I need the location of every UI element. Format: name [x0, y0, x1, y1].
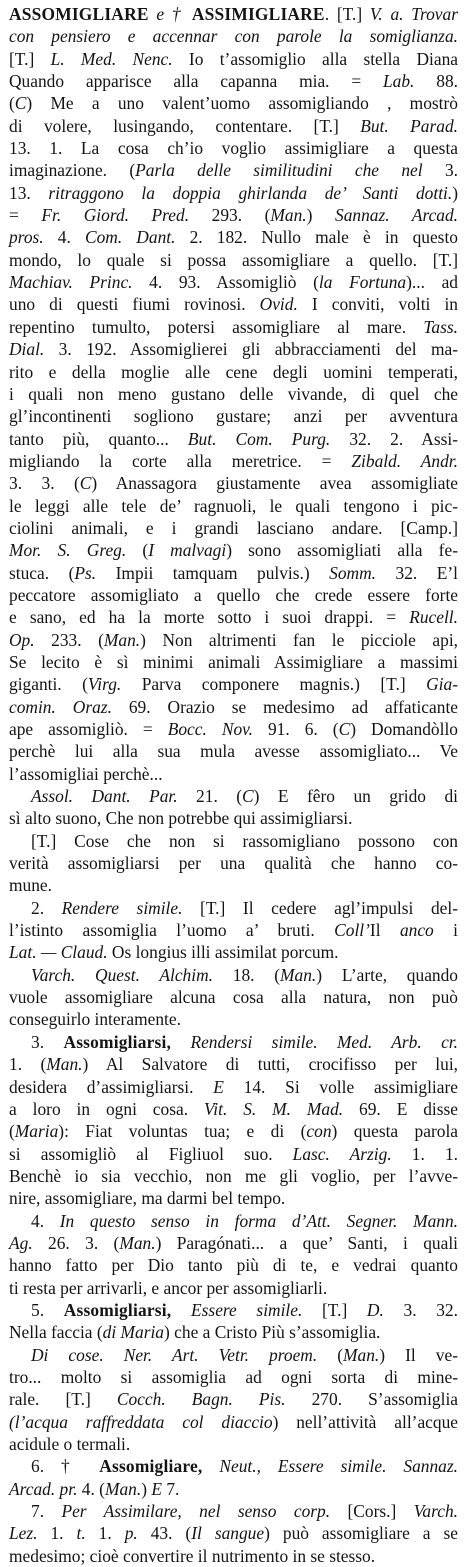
- text-line: [9, 1522, 458, 1544]
- italic-segment: Lab.: [383, 71, 415, 92]
- italic-segment: I malvagi: [148, 540, 227, 561]
- text-line: [9, 1076, 458, 1098]
- text-line: [9, 450, 458, 472]
- headword: ASSIMIGLIARE: [191, 4, 325, 24]
- text-line: [9, 1277, 458, 1299]
- text-line: [9, 830, 458, 852]
- text-line: [9, 964, 458, 986]
- text-segment: ) Me a uno valent’uomo assomigliando , mostrò: [26, 93, 458, 114]
- text-segment: i: [433, 920, 458, 941]
- text-segment: ): [452, 182, 459, 203]
- text-segment: 69. E disse: [343, 1098, 459, 1119]
- italic-segment: Zibald. Andr.: [351, 450, 458, 471]
- text-segment: Se lecito è sì minimi animali Assimigliare a massimi: [9, 651, 458, 672]
- text-segment: 4.: [31, 1210, 60, 1231]
- text-line: [9, 1433, 458, 1455]
- text-segment: repentino tumulto, potersi assomigliare al mare.: [9, 316, 424, 337]
- italic-segment: Maria: [14, 1121, 59, 1142]
- text-line: [9, 986, 458, 1008]
- text-line: [9, 763, 458, 785]
- italic-segment: Dial.: [9, 339, 45, 360]
- text-line: [9, 1545, 458, 1567]
- text-segment: =: [9, 205, 42, 226]
- text-segment: . [T.]: [324, 4, 370, 24]
- text-segment: Nella faccia (: [9, 1322, 103, 1343]
- headword: Assomigliarsi,: [63, 1031, 172, 1052]
- text-segment: gl’incontinenti sogliono gustare; anzi per avventura: [9, 406, 458, 427]
- text-segment: e sano, ed ha la morte sotto i suoi drappi. =: [9, 607, 410, 628]
- text-line: [9, 629, 458, 651]
- italic-segment: Somm.: [329, 562, 377, 583]
- text-line: [9, 1411, 458, 1433]
- text-line: [9, 1321, 458, 1343]
- text-segment: ) nell’attività all’acque: [272, 1411, 458, 1432]
- italic-segment: Ps.: [74, 562, 97, 583]
- text-segment: [171, 1300, 191, 1320]
- text-segment: medesimo; cioè convertire il nutrimento in se stesso.: [9, 1545, 376, 1566]
- text-segment: ti resta per arrivarli, e ancor per assomigliarli.: [9, 1277, 328, 1298]
- text-segment: Benchè io sia vecchio, non me gli voglio, per l’avve-: [9, 1165, 458, 1186]
- italic-segment: Lasc. Arzig.: [292, 1143, 392, 1164]
- text-segment: 32. E’l: [376, 562, 458, 583]
- text-segment: Il: [369, 920, 400, 941]
- text-segment: 2. 182. Nullo male è in questo: [175, 227, 458, 248]
- text-segment: vuole assomigliare alcuna cosa alla natura, non può: [9, 987, 458, 1008]
- italic-segment: p.: [124, 1523, 138, 1544]
- text-segment: 3. 32.: [383, 1299, 458, 1320]
- text-line: [9, 1388, 458, 1410]
- italic-segment: Man.: [103, 629, 141, 650]
- text-line: [9, 673, 458, 695]
- text-line: [9, 919, 458, 941]
- text-line: [9, 718, 458, 740]
- text-segment: ) Paragónati... a que’ Santi, i quali: [155, 1232, 458, 1253]
- italic-segment: con pensiero e accennar con parole la somiglianza.: [9, 26, 458, 47]
- italic-segment: Varch. Quest. Alchim.: [31, 964, 213, 985]
- text-segment: Impii tamquam pulvis.): [96, 562, 330, 583]
- text-segment: 13. 1. La cosa ch’io voglio assimigliare a questa: [9, 138, 458, 159]
- text-segment: 91. 6. (: [252, 719, 339, 739]
- italic-segment: In questo senso in forma d’Att. Segner. Mann.: [59, 1210, 459, 1231]
- text-line: [9, 1008, 458, 1030]
- text-segment: conseguirlo interamente.: [9, 1009, 181, 1030]
- text-segment: Parva componere magnis.) [T.]: [121, 674, 427, 695]
- italic-segment: E: [151, 1478, 162, 1499]
- text-line: [9, 249, 458, 271]
- text-segment: mune.: [9, 875, 52, 896]
- text-segment: [T.]: [302, 1299, 367, 1320]
- text-segment: ) Al Salvatore di tutti, crocifisso per lui,: [82, 1054, 459, 1075]
- text-line: [9, 1098, 458, 1120]
- italic-segment: pros.: [9, 227, 44, 248]
- text-segment: (: [126, 540, 149, 561]
- italic-segment: Man.: [270, 205, 307, 226]
- text-segment: 1. 1.: [391, 1143, 458, 1164]
- text-line: [9, 159, 458, 181]
- text-line: [9, 361, 458, 383]
- text-segment: ): [141, 1478, 152, 1499]
- italic-segment: la Fortuna: [318, 272, 407, 293]
- text-segment: ) questa parola: [331, 1121, 458, 1142]
- text-segment: ) può assomigliare a se: [264, 1523, 458, 1544]
- text-segment: hanno fatto per Dio tanto più di te, e vedrai quanto: [9, 1255, 458, 1276]
- text-segment: 4. (: [77, 1478, 105, 1499]
- text-segment: [T.]: [9, 48, 51, 69]
- text-segment: 7.: [31, 1501, 62, 1522]
- text-line: [9, 539, 458, 561]
- text-line: [9, 807, 458, 829]
- text-segment: Quando apparisce alla capanna mia. =: [9, 71, 383, 92]
- text-segment: 1.: [37, 1523, 77, 1544]
- italic-segment: But. Parad.: [360, 115, 458, 136]
- italic-segment: Man.: [280, 964, 317, 985]
- italic-segment: Per Assimilare, nel senso corp.: [61, 1501, 331, 1522]
- text-line: [9, 70, 458, 92]
- text-segment: (: [9, 1121, 15, 1142]
- text-segment: ) Anassagora giustamente avea assomigliate: [91, 473, 459, 494]
- italic-segment: t.: [76, 1523, 86, 1544]
- text-segment: tro... molto si assomiglia ad ogni sorta di mine-: [9, 1366, 458, 1387]
- text-line: [9, 3, 458, 25]
- text-line: [9, 1299, 458, 1321]
- text-segment: imaginazione. (: [9, 160, 136, 181]
- italic-segment: Essere simile.: [191, 1299, 303, 1320]
- text-segment: sì alto suono, Che non potrebbe qui assimigliarsi.: [9, 808, 353, 829]
- italic-segment: Gia-: [426, 674, 458, 695]
- text-segment: 3. 3. (: [9, 473, 80, 494]
- italic-segment: Di cose. Ner. Art. Vetr. proem.: [31, 1344, 318, 1365]
- text-segment: [Cors.]: [330, 1501, 414, 1522]
- italic-segment: Arcad. pr.: [9, 1478, 78, 1499]
- text-segment: 7.: [161, 1478, 180, 1499]
- text-line: [9, 293, 458, 315]
- text-segment: [T.] Il cedere agl’impulsi del-: [182, 897, 458, 918]
- italic-segment: V. a. Trovar: [369, 4, 458, 24]
- text-segment: (: [317, 1344, 344, 1365]
- italic-segment: Tass.: [423, 316, 458, 337]
- italic-segment: C: [338, 719, 351, 739]
- text-line: [9, 1478, 458, 1500]
- italic-segment: Ag.: [9, 1232, 33, 1253]
- text-line: [9, 584, 458, 606]
- italic-segment: Neut., Essere simile. Sannaz.: [219, 1456, 458, 1477]
- text-segment: rale. [T.]: [9, 1389, 117, 1410]
- text-segment: a loro in ogni cosa.: [9, 1098, 204, 1119]
- text-segment: migliando la corte alla meretrice. =: [9, 450, 352, 471]
- text-segment: ) sono assomigliati alla fe-: [226, 540, 458, 561]
- text-segment: ) che a Cristo Più s’assomiglia.: [164, 1322, 381, 1343]
- text-segment: I conviti, volti in: [297, 294, 459, 315]
- text-segment: 69. Orazio se medesimo ad affaticante: [111, 696, 458, 717]
- text-segment: (: [9, 93, 15, 114]
- text-line: [9, 1232, 458, 1254]
- italic-segment: Man.: [343, 1344, 380, 1365]
- text-segment: ) L’arte, quando: [316, 964, 458, 985]
- italic-segment: Bocc. Nov.: [167, 719, 253, 739]
- text-segment: 6. †: [31, 1456, 100, 1477]
- text-segment: Os longius illi assimilat porcum.: [107, 942, 339, 963]
- italic-segment: comin. Oraz.: [9, 696, 112, 717]
- italic-segment: l’acqua raffreddata col diaccio: [14, 1411, 273, 1432]
- italic-segment: Op.: [9, 629, 35, 650]
- text-segment: 26. 3. (: [32, 1232, 120, 1253]
- italic-segment: ritraggono la doppia ghirlanda de’ Santi dotti.: [48, 182, 453, 203]
- text-segment: 5.: [31, 1299, 64, 1320]
- text-line: [9, 1344, 458, 1366]
- text-segment: ) Il ve-: [379, 1344, 458, 1365]
- text-segment: giganti. (: [9, 674, 88, 695]
- italic-segment: C: [14, 93, 27, 114]
- text-line: [9, 204, 458, 226]
- italic-segment: Lat. — Claud.: [9, 942, 108, 963]
- italic-segment: di Maria: [102, 1322, 165, 1343]
- italic-segment: Virg.: [87, 674, 122, 695]
- text-line: [9, 137, 458, 159]
- text-line: [9, 92, 458, 114]
- text-line: [9, 271, 458, 293]
- text-segment: stuca. (: [9, 562, 75, 583]
- text-segment: 1.: [85, 1523, 125, 1544]
- text-segment: tanto più, quanto...: [9, 428, 188, 449]
- italic-segment: Rendersi simile. Med. Arb. cr.: [190, 1031, 458, 1052]
- text-segment: )... ad: [406, 272, 458, 293]
- italic-segment: Com. Dant.: [84, 227, 176, 248]
- text-segment: 4.: [43, 227, 85, 248]
- text-line: [9, 383, 458, 405]
- italic-segment: Assol. Dant. Par.: [31, 786, 178, 807]
- italic-segment: D.: [366, 1299, 384, 1320]
- text-line: [9, 1366, 458, 1388]
- text-line: [9, 740, 458, 762]
- text-line: [9, 897, 458, 919]
- text-line: [9, 874, 458, 896]
- text-line: [9, 182, 458, 204]
- text-segment: perchè lui alla sua mula avesse assomigliato... Ve: [9, 741, 458, 762]
- italic-segment: anco: [399, 920, 434, 941]
- text-line: [9, 696, 458, 718]
- text-segment: 270. S’assomiglia: [285, 1389, 458, 1410]
- italic-segment: Machiav. Princ.: [9, 272, 133, 293]
- text-segment: 293. (: [189, 205, 271, 226]
- italic-segment: e †: [148, 4, 192, 24]
- italic-segment: Coll’: [334, 920, 370, 941]
- text-line: [9, 25, 458, 47]
- italic-segment: But. Com. Purg.: [187, 428, 331, 449]
- text-segment: 1. (: [9, 1054, 47, 1075]
- text-segment: mondo, lo quale si possa assomigliare a quello. [T.]: [9, 249, 458, 270]
- text-line: [9, 1455, 458, 1477]
- text-line: [9, 852, 458, 874]
- italic-segment: E: [213, 1076, 224, 1097]
- text-segment: si assomigliò al Figliuol suo.: [9, 1143, 293, 1164]
- text-segment: 21. (: [177, 786, 243, 807]
- text-segment: 4. 93. Assomigliò (: [132, 272, 319, 293]
- text-line: [9, 48, 458, 70]
- text-line: [9, 338, 458, 360]
- text-line: [9, 226, 458, 248]
- italic-segment: Varch.: [413, 1501, 458, 1522]
- text-segment: 88.: [414, 71, 458, 92]
- text-segment: l’assomigliai perchè...: [9, 763, 163, 784]
- text-line: [9, 1031, 458, 1053]
- text-segment: [202, 1456, 219, 1476]
- text-line: [9, 115, 458, 137]
- italic-segment: Cocch. Bagn. Pis.: [116, 1389, 286, 1410]
- italic-segment: C: [79, 473, 92, 494]
- text-segment: le leggi alle tele de’ ragnuoli, le quali tengono i pic-: [9, 495, 458, 516]
- text-segment: 233. (: [34, 629, 104, 650]
- text-line: [9, 1143, 458, 1165]
- text-segment: ape assomigliò. =: [9, 719, 168, 739]
- text-line: [9, 495, 458, 517]
- italic-segment: C: [242, 786, 254, 807]
- text-segment: 32. 2. Assi-: [330, 428, 458, 449]
- text-segment: ) E fêro un grido di: [253, 786, 458, 807]
- text-segment: 43. (: [137, 1523, 192, 1544]
- text-segment: ): [306, 205, 335, 226]
- text-line: [9, 517, 458, 539]
- text-segment: 3.: [422, 160, 459, 181]
- text-line: [9, 606, 458, 628]
- italic-segment: (: [9, 1411, 15, 1432]
- text-segment: 18. (: [213, 964, 281, 985]
- text-line: [9, 562, 458, 584]
- text-segment: 3. 192. Assomiglierei gli abbracciamenti del ma-: [44, 339, 458, 360]
- italic-segment: L. Med. Nenc.: [50, 48, 173, 69]
- italic-segment: Sannaz. Arcad.: [335, 205, 459, 226]
- text-line: [9, 1120, 458, 1142]
- text-segment: rito e della moglie alle cene degli uomini temperati,: [9, 361, 458, 382]
- italic-segment: Vit. S. M. Mad.: [203, 1098, 344, 1119]
- italic-segment: Lez.: [9, 1523, 38, 1544]
- italic-segment: Parla delle similitudini che nel: [135, 160, 423, 181]
- text-segment: peccatore assomigliato a quello che crede essere forte: [9, 584, 458, 605]
- text-line: [9, 1165, 458, 1187]
- text-line: [9, 405, 458, 427]
- italic-segment: Man.: [119, 1232, 156, 1253]
- text-segment: 13.: [9, 182, 49, 203]
- text-line: [9, 941, 458, 963]
- text-segment: di volere, lusingando, contentare. [T.]: [9, 115, 361, 136]
- text-line: [9, 651, 458, 673]
- text-line: [9, 1210, 458, 1232]
- text-line: [9, 785, 458, 807]
- italic-segment: Rendere simile.: [61, 897, 183, 918]
- italic-segment: Fr. Giord. Pred.: [41, 205, 190, 226]
- text-line: [9, 428, 458, 450]
- text-segment: acidule o termali.: [9, 1434, 131, 1454]
- text-line: [9, 472, 458, 494]
- text-segment: ) Domandòllo: [350, 719, 458, 739]
- italic-segment: con: [306, 1121, 332, 1142]
- headword: Assomigliarsi,: [63, 1299, 172, 1320]
- text-segment: uno di questi fiumi rovinosi.: [9, 294, 260, 315]
- text-segment: 2.: [31, 897, 62, 918]
- text-line: [9, 1187, 458, 1209]
- italic-segment: Ovid.: [259, 294, 298, 315]
- text-segment: verità assomigliarsi per una qualità che hanno co-: [9, 853, 458, 874]
- text-segment: 3.: [31, 1031, 64, 1052]
- text-segment: 14. Si volle assimigliare: [223, 1076, 458, 1097]
- headword: ASSOMIGLIARE: [9, 4, 149, 24]
- text-line: [9, 1053, 458, 1075]
- text-segment: [T.] Cose che non si rassomigliano possono con: [31, 830, 458, 851]
- text-segment: ) Non altrimenti fan le picciole api,: [140, 629, 459, 650]
- text-segment: ciolini animali, e i grandi lasciano andare. [Camp.]: [9, 517, 458, 538]
- text-segment: ): Fiat voluntas tua; e di (: [58, 1121, 307, 1142]
- headword: Assomigliare,: [99, 1456, 203, 1477]
- italic-segment: Man.: [104, 1478, 142, 1499]
- text-segment: Io t’assomiglio alla stella Diana: [172, 48, 459, 69]
- text-line: [9, 1500, 458, 1522]
- italic-segment: Rucell.: [409, 607, 458, 628]
- text-line: [9, 1254, 458, 1276]
- text-segment: nire, assomigliare, ma darmi bel tempo.: [9, 1188, 286, 1209]
- text-line: [9, 316, 458, 338]
- italic-segment: Il sangue: [191, 1523, 265, 1544]
- italic-segment: Mor. S. Greg.: [9, 540, 127, 561]
- text-segment: l’istinto assomiglia l’uomo a’ bruti.: [9, 920, 335, 941]
- text-segment: i quali non meno gustano delle vivande, di quel che: [9, 383, 458, 404]
- text-segment: [171, 1032, 190, 1052]
- text-segment: desidera d’assimigliarsi.: [9, 1076, 214, 1097]
- italic-segment: Man.: [46, 1054, 83, 1075]
